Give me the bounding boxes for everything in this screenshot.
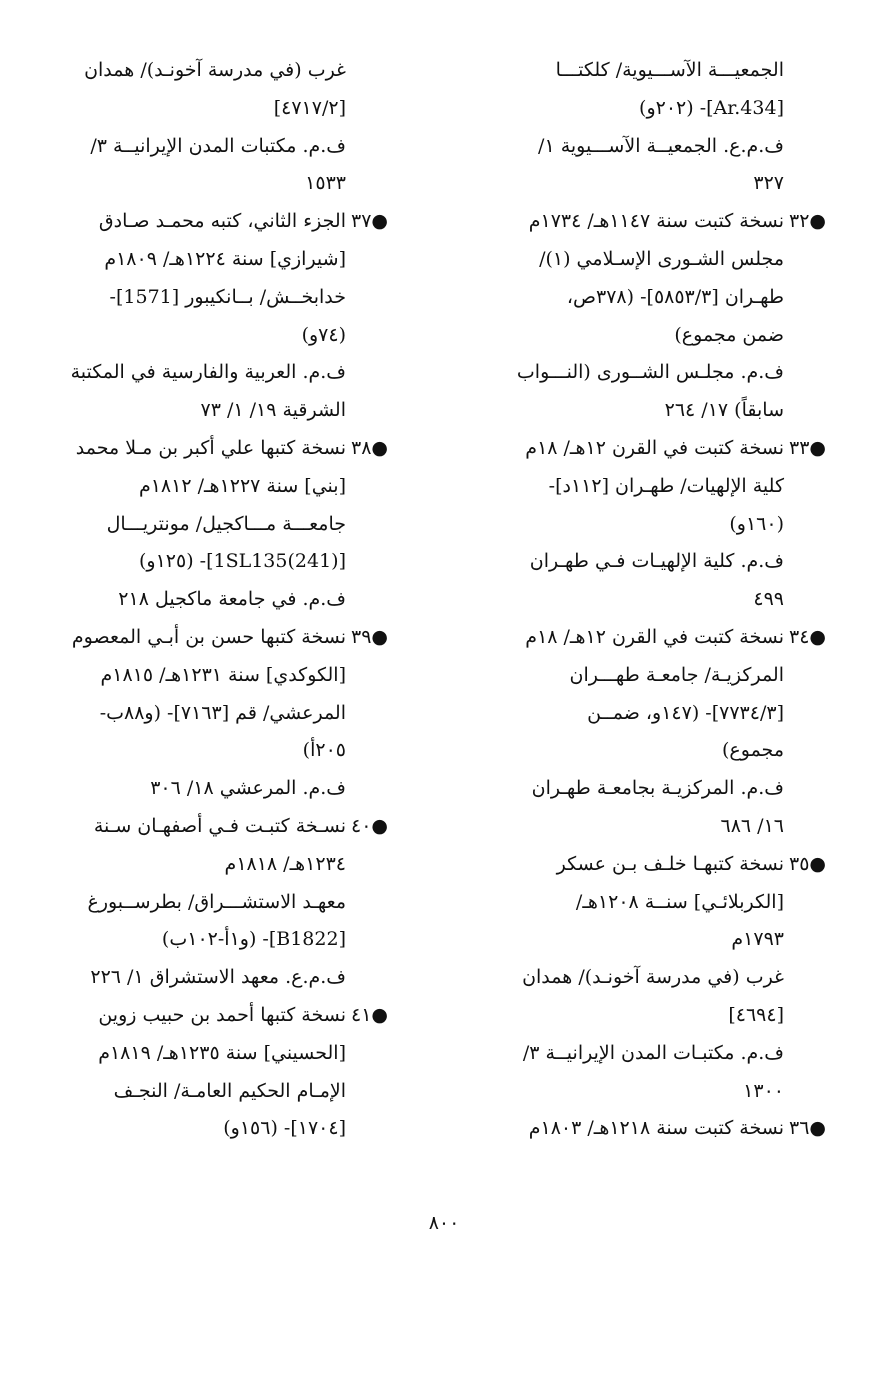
entry-line [58,1035,358,1073]
catalog-entry [451,203,826,430]
entry-text: [بني] سنة ١٢٢٧هـ/ ١٨١٢م [138,474,346,497]
entry-text: [Ar.434]- (٢٠٢و) [639,96,784,119]
entry-text: مجموع) [722,739,784,762]
entry-text: ١٧٩٣م [731,928,784,951]
catalog-entry [451,1110,826,1148]
entry-line [451,657,796,695]
entry-first-line [58,619,388,657]
catalog-reference: ٣٢٧ [753,172,784,195]
entry-text: [الكوكدي] سنة ١٢٣١هـ/ ١٨١٥م [100,663,346,686]
catalog-entry [451,52,796,203]
page-number: ٨٠٠ [428,1212,460,1234]
entry-text: (١٦٠و) [729,512,784,535]
entry-text: نسخة كتبت في القرن ١٢هـ/ ١٨م [525,436,784,459]
catalog-reference: ف.م. المرعشي ١٨/ ٣٠٦ [150,777,346,800]
entry-line [58,846,358,884]
catalog-reference: ف.م. المركزيـة بجامعـة طهـران [531,777,784,800]
entry-text: [٤٧١٧/٢] [273,96,346,119]
entry-line [58,1110,358,1148]
catalog-reference: سابقاً) ١٧/ ٢٦٤ [664,399,784,422]
entry-line [58,1073,358,1111]
entry-text: مجلس الشـورى الإسـلامي (١)/ [539,247,784,270]
catalog-reference: ف.م. العربية والفارسية في المكتبة [70,361,346,384]
catalog-entry [451,619,826,846]
entry-line [451,884,796,922]
entry-line [451,279,796,317]
entry-text: نسخة كتبهـا خلـف بـن عسكر [556,852,784,875]
catalog-entry [451,430,826,619]
catalog-reference: ١٥٣٣ [305,172,346,195]
entry-line [451,317,796,355]
catalog-entry [58,52,358,203]
left-column [58,52,388,1148]
entry-number: ●٣٣ [788,436,826,459]
entry-text: [الكربلائـي] سنــة ١٢٠٨هـ/ [575,890,784,913]
entry-text: نسخة كتبت في القرن ١٢هـ/ ١٨م [525,625,784,648]
entry-line [451,997,796,1035]
catalog-entry [58,430,388,619]
entry-text: ٢٠٥أ) [302,739,346,762]
catalog-reference: ف.م. مكتبـات المدن الإيرانيــة ٣/ [522,1041,784,1064]
entry-text: معهـد الاستشـــراق/ بطرســبورغ [87,890,346,913]
entry-line [58,657,358,695]
entry-text: ضمن مجموع) [674,323,784,346]
catalog-entry [58,203,388,430]
entry-text: الإمـام الحكيم العامـة/ النجـف [113,1079,346,1102]
entry-text: نسخة كتبها أحمد بن حبيب زوين [98,1003,346,1026]
entry-first-line [451,430,826,468]
entry-number: ●٣٦ [788,1117,826,1140]
entry-number: ●٣٩ [350,625,388,648]
entry-line [58,279,358,317]
catalog-reference: ف.م. كلية الإلهيـات فـي طهـران [529,550,784,573]
entry-line [58,921,358,959]
entry-line [58,317,358,355]
entry-text: المرعشي/ قم [٧١٦٣]- (و٨٨ب- [99,701,346,724]
entry-number: ●٤٠ [350,814,388,837]
entry-number: ●٣٧ [350,210,388,233]
entry-first-line [451,203,826,241]
entry-text: ١٢٣٤هـ/ ١٨١٨م [224,852,346,875]
entry-number: ●٣٥ [788,852,826,875]
catalog-reference: ف.م. مجلـس الشــورى (النـــواب [516,361,784,384]
entry-line [58,506,358,544]
catalog-reference: ف.م. مكتبات المدن الإيرانيــة ٣/ [90,134,346,157]
catalog-reference: ف.م. في جامعة ماكجيل ٢١٨ [118,588,346,611]
entry-text: [B1822]- (و١أ-١٠٢ب) [161,928,346,951]
entry-text: طهـران [٥٨٥٣/٣]- (٣٧٨ص، [566,285,784,308]
entry-text: نسخة كتبها حسن بن أبـي المعصوم [71,625,346,648]
entry-line [58,543,358,581]
entry-first-line [58,808,388,846]
entry-text: نسخة كتبت سنة ١١٤٧هـ/ ١٧٣٤م [528,210,784,233]
entry-line [58,241,358,279]
entry-first-line [451,1110,826,1148]
catalog-reference: ف.م.ع. الجمعيــة الآســـيوية ١/ [538,134,784,157]
entry-first-line [451,846,826,884]
entry-first-line [58,430,388,468]
entry-text: نسخة كتبت سنة ١٢١٨هـ/ ١٨٠٣م [528,1117,784,1140]
entry-text: كلية الإلهيات/ طهـران [١١٢د]- [548,474,784,497]
entry-text: [٤٦٩٤] [728,1003,784,1026]
entry-line [451,468,796,506]
catalog-entry [58,808,388,997]
entry-text: جامعـــة مـــاكجيل/ مونتريـــال [106,512,346,535]
entry-text: نسـخة كتبـت فـي أصفهـان سـنة [93,814,346,837]
catalog-entry [58,619,388,808]
catalog-reference: ١٣٠٠ [743,1079,784,1102]
entry-number: ●٤١ [350,1003,388,1026]
entry-text: [1SL135(241)]- (١٢٥و) [138,550,346,573]
entry-line [58,695,358,733]
entry-text: الجمعيـــة الآســـيوية/ كلكتـــا [555,59,784,81]
entry-line [58,90,358,128]
catalog-entry [451,846,826,1111]
entry-text: [٧٧٣٤/٣]- (١٤٧و، ضمــن [587,701,784,724]
entry-number: ●٣٤ [788,625,826,648]
entry-line [451,732,796,770]
entry-line [58,732,358,770]
entry-text: غرب (في مدرسة آخونـد)/ همدان [522,966,784,989]
entry-number: ●٣٨ [350,436,388,459]
entry-text: [١٧٠٤]- (١٥٦و) [223,1117,346,1140]
entry-line [451,921,796,959]
entry-line [451,959,796,997]
entry-text: غرب (في مدرسة آخونـد)/ همدان [84,59,346,81]
entry-first-line [58,997,388,1035]
entry-first-line [451,52,796,90]
catalog-reference: الشرقية ١٩/ ١/ ٧٣ [200,399,346,422]
catalog-reference: ١٦/ ٦٨٦ [720,814,784,837]
entry-number: ●٣٢ [788,210,826,233]
entry-text: المركزيـة/ جامعـة طهـــران [569,663,784,686]
entry-line [451,506,796,544]
entry-text: [شيرازي] سنة ١٢٢٤هـ/ ١٨٠٩م [104,247,346,270]
entry-text: (٧٤و) [301,323,346,346]
entry-line [58,468,358,506]
entry-line [451,241,796,279]
catalog-entry [58,997,388,1148]
catalog-reference: ف.م.ع. معهد الاستشراق ١/ ٢٢٦ [90,966,346,989]
entry-line [58,884,358,922]
right-column [451,52,826,1148]
entry-text: خدابخــش/ بــانكيبور [1571]- [109,285,346,308]
entry-text: نسخة كتبها علي أكبر بن مـلا محمد [75,436,346,459]
entry-first-line [58,52,358,90]
entry-first-line [451,619,826,657]
entry-text: [الحسيني] سنة ١٢٣٥هـ/ ١٨١٩م [98,1041,346,1064]
entry-text: الجزء الثاني، كتبه محمـد صـادق [98,210,346,233]
entry-line [451,695,796,733]
catalog-reference: ٤٩٩ [753,588,784,611]
entry-first-line [58,203,388,241]
entry-line [451,90,796,128]
